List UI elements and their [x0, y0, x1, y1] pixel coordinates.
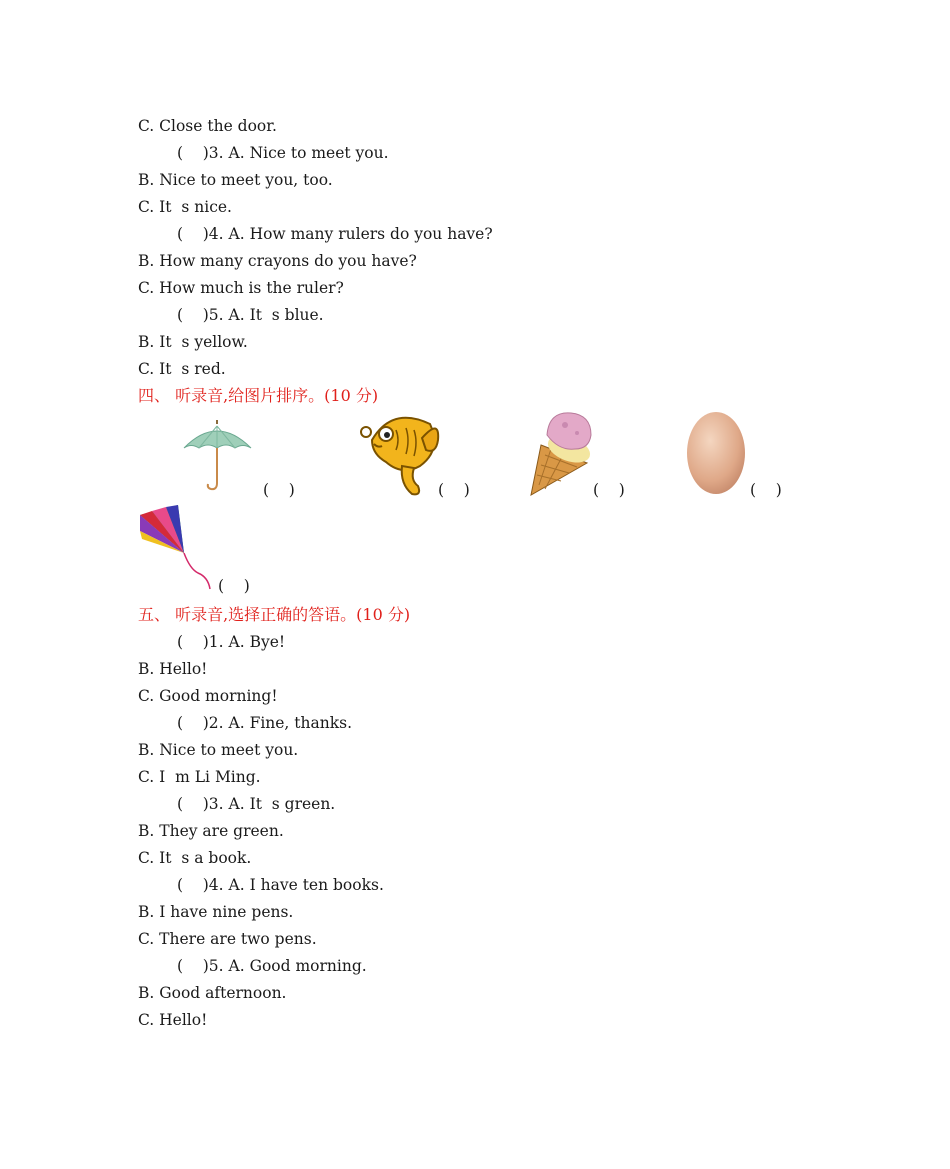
option-line: C. It s a book. [138, 849, 252, 867]
question-line: ( )4. A. How many rulers do you have? [177, 225, 493, 243]
option-line: B. Nice to meet you, too. [138, 171, 333, 189]
option-line: C. It s nice. [138, 198, 232, 216]
option-line: C. How much is the ruler? [138, 279, 344, 297]
option-line: B. Hello! [138, 660, 208, 678]
order-blank: ( ) [218, 577, 250, 595]
question-line: ( )4. A. I have ten books. [177, 876, 384, 894]
question-line: ( )1. A. Bye! [177, 633, 286, 651]
order-blank: ( ) [750, 481, 782, 499]
question-line: ( )3. A. Nice to meet you. [177, 144, 389, 162]
option-line: B. Nice to meet you. [138, 741, 299, 759]
option-line: C. Hello! [138, 1011, 208, 1029]
option-line: B. They are green. [138, 822, 284, 840]
section-heading: 四、 听录音,给图片排序。(10 分) [138, 386, 379, 405]
option-line: C. There are two pens. [138, 930, 317, 948]
fish-icon [352, 410, 440, 498]
egg-icon [685, 408, 747, 496]
ice-cream-icon [525, 405, 595, 497]
option-line: B. It s yellow. [138, 333, 248, 351]
kite-icon [138, 503, 220, 595]
order-blank: ( ) [438, 481, 470, 499]
option-line: B. How many crayons do you have? [138, 252, 417, 270]
question-line: ( )2. A. Fine, thanks. [177, 714, 352, 732]
order-blank: ( ) [593, 481, 625, 499]
option-line: C. I m Li Ming. [138, 768, 261, 786]
order-blank: ( ) [263, 481, 295, 499]
question-line: ( )5. A. Good morning. [177, 957, 367, 975]
question-line: ( )3. A. It s green. [177, 795, 336, 813]
option-line: B. I have nine pens. [138, 903, 294, 921]
option-line: C. Good morning! [138, 687, 278, 705]
option-line: C. Close the door. [138, 117, 277, 135]
option-line: C. It s red. [138, 360, 226, 378]
question-line: ( )5. A. It s blue. [177, 306, 324, 324]
section-heading: 五、 听录音,选择正确的答语。(10 分) [138, 605, 411, 624]
option-line: B. Good afternoon. [138, 984, 287, 1002]
umbrella-icon [180, 418, 255, 493]
